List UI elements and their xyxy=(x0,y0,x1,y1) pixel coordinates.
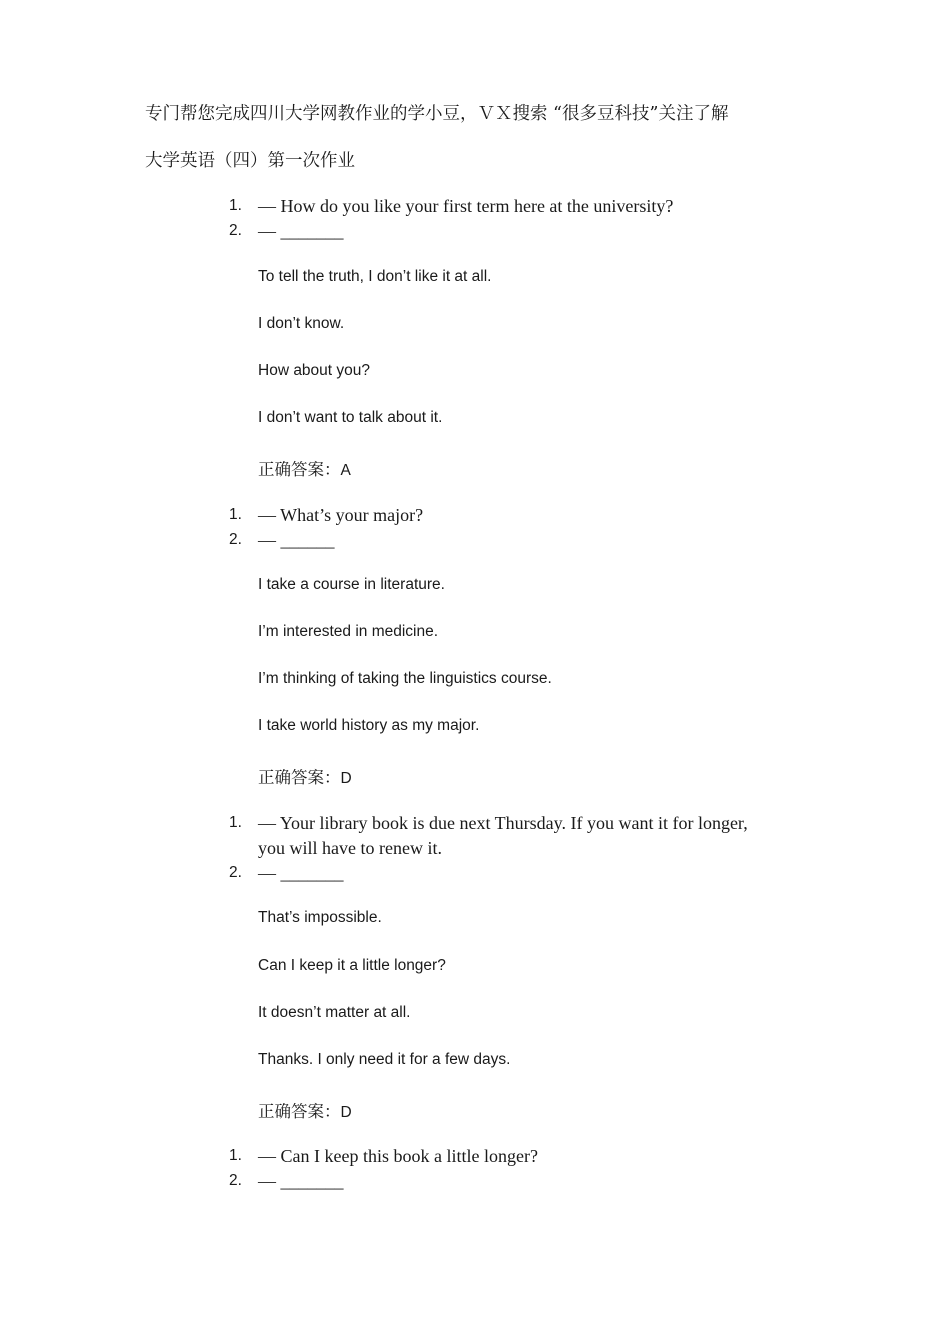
question-prompt: — Can I keep this book a little longer? xyxy=(258,1146,538,1166)
assignment-title: 大学英语（四）第一次作业 xyxy=(145,151,355,171)
question-prompt: — What’s your major? xyxy=(258,505,424,525)
correct-answer-label: 正确答案： xyxy=(258,768,341,787)
list-number: 2. xyxy=(229,864,242,881)
option-b: I’m interested in medicine. xyxy=(258,623,439,640)
promo-line: 专门帮您完成四川大学网教作业的学小豆，ＶＸ搜索 “很多豆科技”关注了解 xyxy=(145,104,729,124)
question-prompt-continued: you will have to renew it. xyxy=(258,838,442,858)
list-number: 1. xyxy=(229,814,242,831)
correct-answer-label: 正确答案： xyxy=(258,460,341,479)
option-c: I’m thinking of taking the linguistics course. xyxy=(258,670,552,687)
correct-answer-value: D xyxy=(340,1104,352,1121)
correct-answer xyxy=(258,764,352,788)
option-a: To tell the truth, I don’t like it at all. xyxy=(258,268,492,285)
option-d: Thanks. I only need it for a few days. xyxy=(258,1051,511,1068)
option-a: I take a course in literature. xyxy=(258,576,445,593)
option-b: I don’t know. xyxy=(258,315,345,332)
option-d: I don’t want to talk about it. xyxy=(258,409,443,426)
list-number: 1. xyxy=(229,1147,242,1164)
question-prompt: — Your library book is due next Thursday. If you want it for longer, xyxy=(258,813,748,833)
correct-answer-label: 正确答案： xyxy=(258,1102,341,1121)
answer-blank: — _______ xyxy=(258,1171,344,1191)
correct-answer-value: A xyxy=(340,462,351,479)
option-d: I take world history as my major. xyxy=(258,717,480,734)
list-number: 2. xyxy=(229,1172,242,1189)
answer-blank: — ______ xyxy=(258,530,335,550)
list-number: 2. xyxy=(229,222,242,239)
answer-blank: — _______ xyxy=(258,863,344,883)
option-a: That’s impossible. xyxy=(258,909,382,926)
list-number: 2. xyxy=(229,531,242,548)
list-number: 1. xyxy=(229,506,242,523)
correct-answer xyxy=(258,456,351,480)
list-number: 1. xyxy=(229,197,242,214)
correct-answer-value: D xyxy=(340,770,352,787)
option-c: It doesn’t matter at all. xyxy=(258,1004,411,1021)
option-c: How about you? xyxy=(258,362,371,379)
option-b: Can I keep it a little longer? xyxy=(258,957,446,974)
question-prompt: — How do you like your first term here at the university? xyxy=(258,196,674,216)
answer-blank: — _______ xyxy=(258,221,344,241)
correct-answer xyxy=(258,1098,352,1122)
